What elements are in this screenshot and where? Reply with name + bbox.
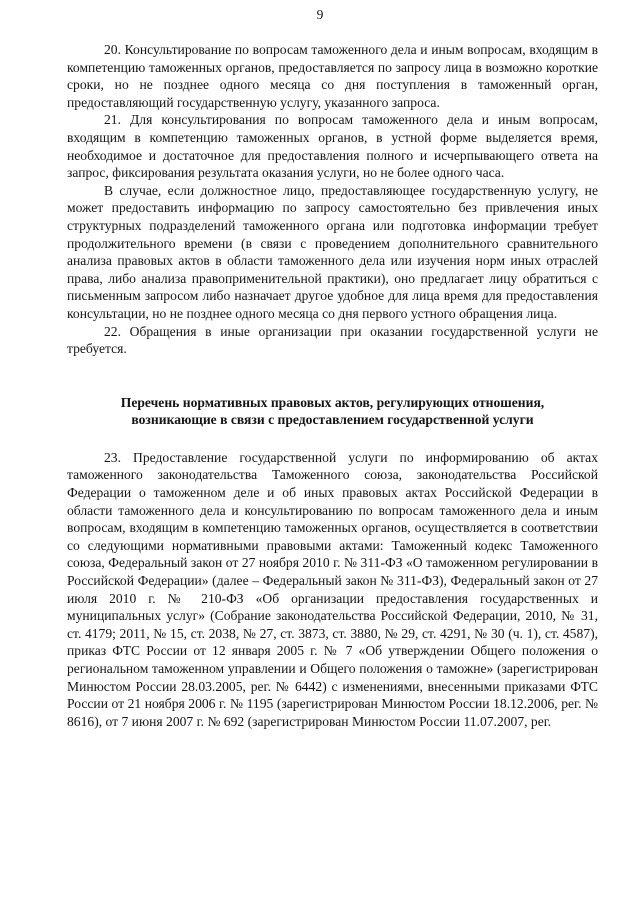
section-heading-line-2: возникающие в связи с предоставлением государственной услуги: [131, 412, 534, 428]
paragraph-21: 21. Для консультирования по вопросам таможенного дела и иным вопросам, входящим в компетенцию таможенных органов, в устной форме выделяется время, необходимое и достаточное для предоставления полного и исчерпывающего ответа на запрос, фиксирования результата оказания услуги, но не более одного часа.: [67, 112, 598, 181]
page-content: [67, 41, 598, 730]
paragraph-20: 20. Консультирование по вопросам таможенного дела и иным вопросам, входящим в компетенцию таможенных органов, предоставляется по запросу лица в возможно короткие сроки, но не позднее одного месяца со дня поступления в таможенный орган, предоставляющий государственную услугу, указанного запроса.: [67, 42, 598, 110]
heading-spacer: [67, 429, 598, 449]
section-heading-line-1: Перечень нормативных правовых актов, регулирующих отношения,: [120, 394, 545, 410]
paragraph-21-continuation: В случае, если должностное лицо, предоставляющее государственную услугу, не может предоставить информацию по запросу самостоятельно без привлечения иных структурных подразделений таможенного органа или подготовка информации требует продолжительного времени (в связи с проведением дополнительного сравнительного анализа правовых актов в области таможенного дела или изучения норм иных отраслей права, либо анализа правоприменительной практики), оно предлагает лицу обратиться с письменным запросом либо назначает другое удобное для лица время для предоставления консультации, но не позднее одного месяца со дня первого устного обращения лица.: [67, 182, 598, 321]
section-heading: [67, 394, 598, 429]
paragraph-23: 23. Предоставление государственной услуги по информированию об актах таможенного законодательства Таможенного союза, законодательства Российской Федерации о таможенном деле и об иных правовых актах Российской Федерации в области таможенного дела и консультированию по вопросам таможенного дела и иным вопросам, входящим в компетенцию таможенных органов, осуществляется в соответствии со следующими нормативными правовыми актами: Таможенный кодекс Таможенного союза, Федеральный закон от 27 ноября 2010 г. № 311-ФЗ «О таможенном регулировании в Российской Федерации» (далее – Федеральный закон № 311-ФЗ), Федеральный закон от 27 июля 2010 г. № 210-ФЗ «Об организации предоставления государственных и муниципальных услуг» (Собрание законодательства Российской Федерации, 2010, № 31, ст. 4179; 2011, № 15, ст. 2038, № 27, ст. 3873, ст. 3880, № 29, ст. 4291, № 30 (ч. 1), ст. 4587), приказ ФТС России от 12 января 2005 г. № 7 «Об утверждении Общего положения о региональном таможенном управлении и Общего положения о таможне» (зарегистрирован Минюстом России 28.03.2005, рег. № 6442) с изменениями, внесенными приказами ФТС России от 21 ноября 2006 г. № 1195 (зарегистрирован Минюстом России 18.12.2006, рег. № 8616), от 7 июня 2007 г. № 692 (зарегистрирован Минюстом России 11.07.2007, рег.: [67, 449, 598, 729]
section-spacer: [67, 358, 598, 394]
page-number: 9: [316, 7, 324, 22]
paragraph-22: 22. Обращения в иные организации при оказании государственной услуги не требуется.: [67, 323, 598, 357]
